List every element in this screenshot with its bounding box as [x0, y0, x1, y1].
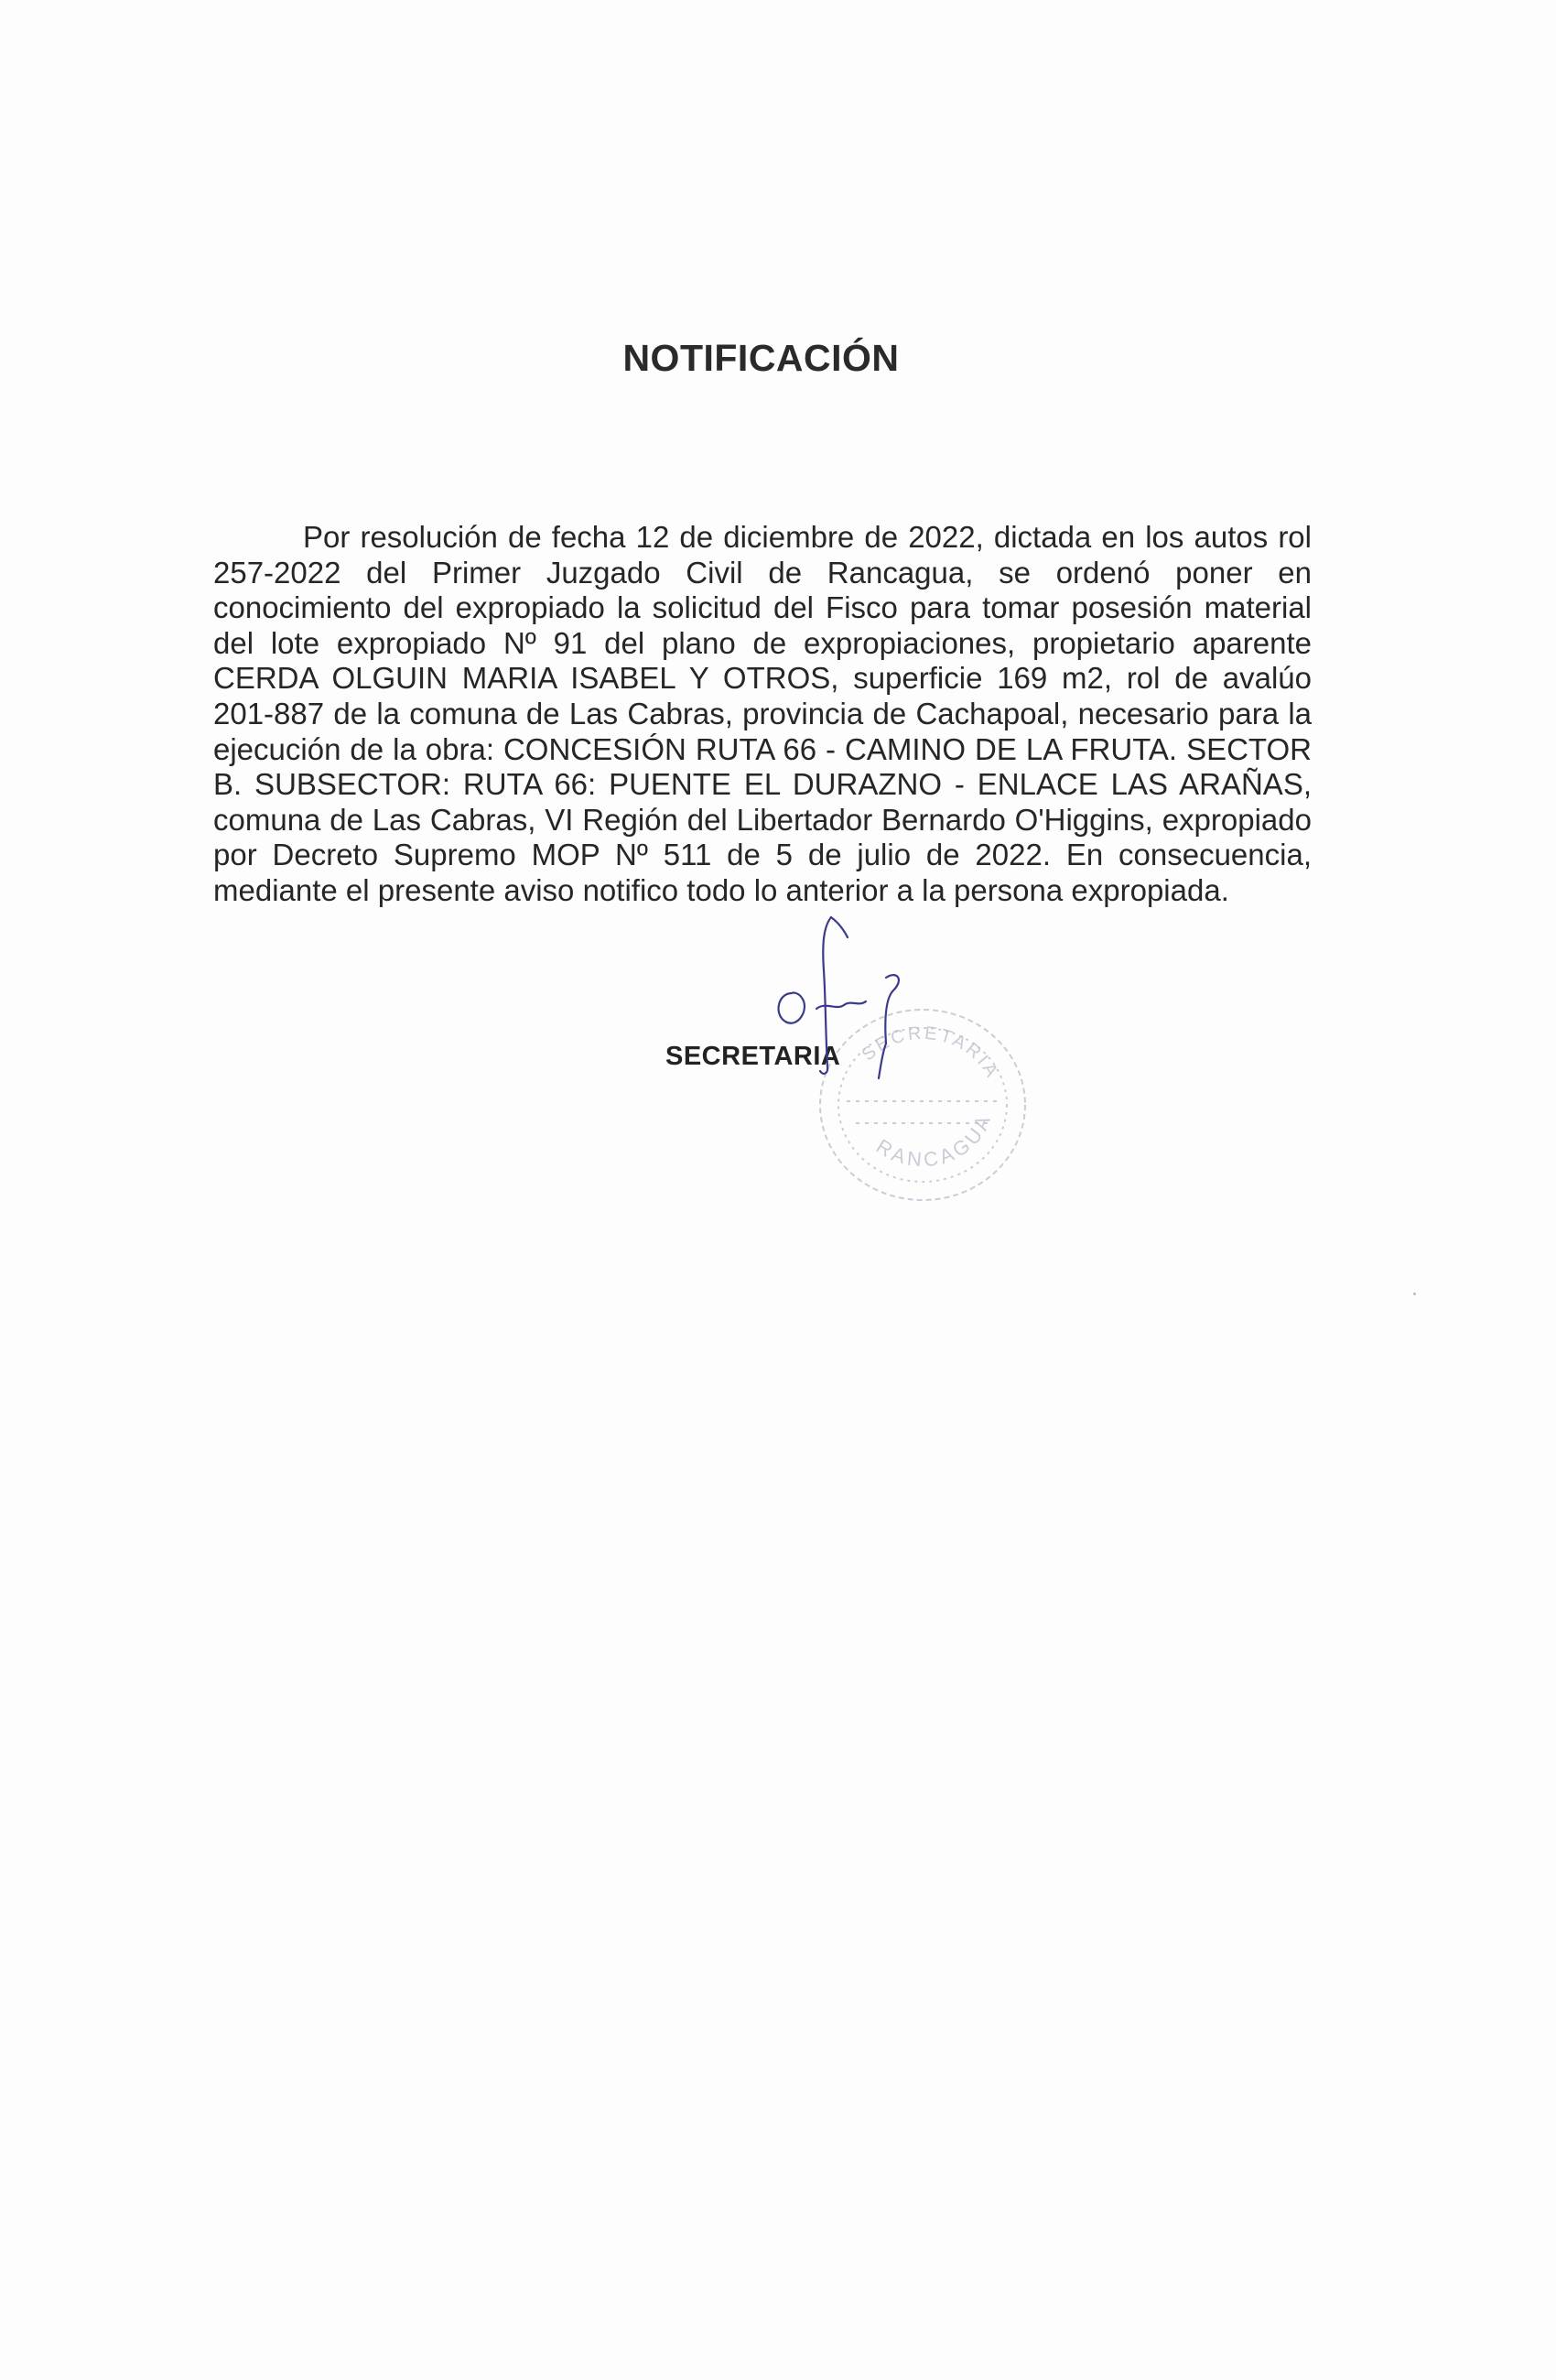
stamp-top-text: SECRETARIA — [858, 1022, 1003, 1083]
document-title: NOTIFICACIÓN — [622, 337, 900, 379]
stamp-bottom-text: RANCAGUA — [871, 1109, 997, 1172]
handwritten-signature — [760, 906, 924, 1089]
notification-body: Por resolución de fecha 12 de diciembre de 2022, dictada en los autos rol 257-2022 del Primer Juzgado Civil de Rancagua, se ordenó poner en conocimiento del expropiado la solicitud del Fisco para tomar posesión material del lote expropiado Nº 91 del plano de expropiaciones, propietario aparente CERDA OLGUIN MARIA ISABEL Y OTROS, superficie 169 m2, rol de avalúo 201-887 de la comuna de Las Cabras, provincia de Cachapoal, necesario para la ejecución de la obra: CONCESIÓN RUTA 66 - CAMINO DE LA FRUTA. SECTOR B. SUBSECTOR: RUTA 66: PUENTE EL DURAZNO - ENLACE LAS ARAÑAS, comuna de Las Cabras, VI Región del Libertador Bernardo O'Higgins, expropiado por Decreto Supremo MOP Nº 511 de 5 de julio de 2022. En consecuencia, mediante el presente aviso notifico todo lo anterior a la persona expropiada. — [213, 520, 1312, 908]
svg-text:RANCAGUA — [872, 1109, 996, 1172]
signer-title: SECRETARIA — [665, 1042, 841, 1071]
scan-speck — [1413, 1293, 1416, 1295]
